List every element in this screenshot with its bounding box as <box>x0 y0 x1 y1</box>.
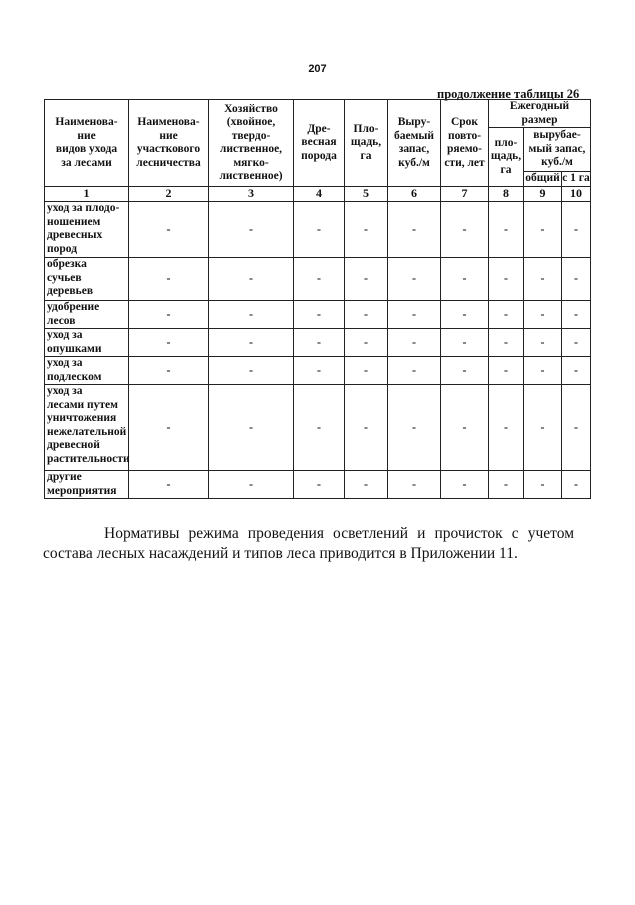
column-number: 8 <box>489 187 524 202</box>
care-type-label: уход за плодо- ношением древесных пород <box>45 202 129 258</box>
column-number: 7 <box>441 187 489 202</box>
column-number: 1 <box>45 187 129 202</box>
header-felled-stock: Выру- баемый запас, куб./м <box>388 100 441 187</box>
column-number: 5 <box>345 187 388 202</box>
table-cell: - <box>562 385 591 471</box>
table-cell: - <box>209 471 294 499</box>
column-number-row <box>45 187 591 202</box>
care-type-label: удобрение лесов <box>45 301 129 329</box>
header-total: общий <box>524 172 562 187</box>
table-cell: - <box>294 471 345 499</box>
table-cell: - <box>441 471 489 499</box>
table-cell: - <box>489 202 524 258</box>
table-cell: - <box>345 357 388 385</box>
table-cell: - <box>129 258 209 301</box>
table-cell: - <box>562 301 591 329</box>
table-cell: - <box>209 385 294 471</box>
column-number: 6 <box>388 187 441 202</box>
table-cell: - <box>562 329 591 357</box>
page-number: 207 <box>308 63 327 75</box>
table-cell: - <box>388 258 441 301</box>
table-row <box>45 202 591 258</box>
forest-care-table <box>44 99 591 499</box>
table-cell: - <box>562 258 591 301</box>
table-cell: - <box>489 301 524 329</box>
table-cell: - <box>129 301 209 329</box>
table-cell: - <box>524 301 562 329</box>
column-number: 3 <box>209 187 294 202</box>
header-care-type: Наименова- ние видов ухода за лесами <box>45 100 129 187</box>
table-continuation-label: продолжение таблицы 26 <box>437 87 580 101</box>
table-cell: - <box>441 202 489 258</box>
header-annual-size: Ежегодный размер <box>489 100 591 128</box>
table-row <box>45 329 591 357</box>
care-type-label: обрезка сучьев деревьев <box>45 258 129 301</box>
table-cell: - <box>129 202 209 258</box>
table-cell: - <box>345 471 388 499</box>
header-annual-felled-stock: вырубае- мый запас, куб./м <box>524 128 591 172</box>
table-row <box>45 471 591 499</box>
header-per-hectare: с 1 га <box>562 172 591 187</box>
table-cell: - <box>524 385 562 471</box>
table-cell: - <box>489 357 524 385</box>
table-cell: - <box>345 258 388 301</box>
table-cell: - <box>294 258 345 301</box>
table-cell: - <box>524 357 562 385</box>
table-cell: - <box>294 357 345 385</box>
table-cell: - <box>562 202 591 258</box>
header-economy: Хозяйство (хвойное, твердо- лиственное, мягко- лиственное) <box>209 100 294 187</box>
table-body <box>45 202 591 499</box>
table-cell: - <box>524 202 562 258</box>
table-cell: - <box>294 385 345 471</box>
column-number: 9 <box>524 187 562 202</box>
table-cell: - <box>209 258 294 301</box>
column-number: 2 <box>129 187 209 202</box>
paragraph-line: состава лесных насаждений и типов леса приводится в Приложении 11. <box>43 545 518 562</box>
care-type-label: уход за опушками <box>45 329 129 357</box>
table-cell: - <box>345 329 388 357</box>
care-type-label: другие мероприятия <box>45 471 129 499</box>
table-cell: - <box>489 329 524 357</box>
table-cell: - <box>562 357 591 385</box>
table-cell: - <box>294 202 345 258</box>
table-cell: - <box>388 357 441 385</box>
table-cell: - <box>209 202 294 258</box>
table-cell: - <box>209 301 294 329</box>
table-cell: - <box>294 329 345 357</box>
header-forestry-district: Наименова- ние участкового лесничества <box>129 100 209 187</box>
table-cell: - <box>441 258 489 301</box>
table-cell: - <box>388 301 441 329</box>
table-cell: - <box>388 471 441 499</box>
table-cell: - <box>209 357 294 385</box>
table-row <box>45 357 591 385</box>
table-cell: - <box>489 258 524 301</box>
table-row <box>45 385 591 471</box>
table-cell: - <box>345 202 388 258</box>
table-cell: - <box>441 301 489 329</box>
table-cell: - <box>388 202 441 258</box>
table-cell: - <box>524 329 562 357</box>
table-row <box>45 258 591 301</box>
table-cell: - <box>129 471 209 499</box>
header-area: Пло- щадь, га <box>345 100 388 187</box>
table-cell: - <box>209 329 294 357</box>
table-cell: - <box>441 357 489 385</box>
column-number: 4 <box>294 187 345 202</box>
table-cell: - <box>345 385 388 471</box>
table-cell: - <box>129 357 209 385</box>
table-cell: - <box>441 329 489 357</box>
table-cell: - <box>388 329 441 357</box>
table-cell: - <box>489 385 524 471</box>
header-annual-area: пло- щадь, га <box>489 128 524 187</box>
table-cell: - <box>129 329 209 357</box>
table-cell: - <box>129 385 209 471</box>
table-row <box>45 301 591 329</box>
table-cell: - <box>524 471 562 499</box>
header-tree-species: Дре- весная порода <box>294 100 345 187</box>
table-cell: - <box>562 471 591 499</box>
column-number: 10 <box>562 187 591 202</box>
header-repeat-period: Срок повто- ряемо- сти, лет <box>441 100 489 187</box>
paragraph-line: Нормативы режима проведения осветлений и прочисток с учетом <box>104 525 574 542</box>
footnote-paragraph <box>43 524 574 564</box>
table-cell: - <box>388 385 441 471</box>
table-cell: - <box>294 301 345 329</box>
care-type-label: уход за лесами путем уничтожения нежелательной древесной растительности <box>45 385 129 471</box>
table-cell: - <box>524 258 562 301</box>
table-cell: - <box>345 301 388 329</box>
table-cell: - <box>441 385 489 471</box>
care-type-label: уход за подлеском <box>45 357 129 385</box>
table-cell: - <box>489 471 524 499</box>
